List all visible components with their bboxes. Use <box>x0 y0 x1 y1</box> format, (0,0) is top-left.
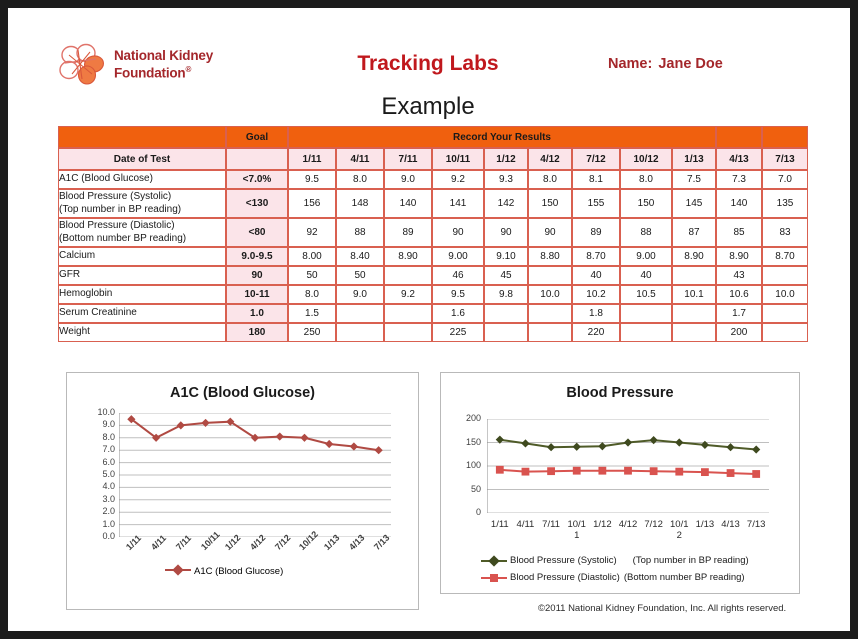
x-tick-4-11: 4/11 <box>516 519 535 530</box>
cell-r2-c0[interactable]: 92 <box>288 218 336 247</box>
row-label-6: Serum Creatinine <box>58 304 226 323</box>
cell-r6-c3[interactable]: 1.6 <box>432 304 484 323</box>
date-row-goal-blank <box>226 148 288 170</box>
date-header-1-12: 1/12 <box>484 148 528 170</box>
legend-swatch-diastolic <box>481 573 507 583</box>
date-header-10-11: 10/11 <box>432 148 484 170</box>
cell-r3-c7[interactable]: 9.00 <box>620 247 672 266</box>
cell-r7-c1[interactable] <box>336 323 384 342</box>
y-tick-8.0: 8.0 <box>102 431 115 442</box>
header-cell-blank-right <box>762 126 808 148</box>
cell-r1-c6[interactable]: 155 <box>572 189 620 218</box>
row-label-7: Weight <box>58 323 226 342</box>
x-tick-7-13: 7/13 <box>371 532 392 553</box>
y-tick-0: 0 <box>475 507 481 517</box>
nkf-kidney-cluster-logo-icon <box>58 43 106 87</box>
x-tick-10-12: 10/1 2 <box>670 519 689 541</box>
y-tick-10.0: 10.0 <box>97 407 115 417</box>
date-header-1-11: 1/11 <box>288 148 336 170</box>
cell-r7-c2[interactable] <box>384 323 432 342</box>
cell-r3-c3[interactable]: 9.00 <box>432 247 484 266</box>
cell-r4-c4[interactable]: 45 <box>484 266 528 285</box>
row-label-4: GFR <box>58 266 226 285</box>
cell-r7-c6[interactable]: 220 <box>572 323 620 342</box>
legend-label-a1c: A1C (Blood Glucose) <box>194 566 284 577</box>
cell-r4-c2[interactable] <box>384 266 432 285</box>
cell-r6-c7[interactable] <box>620 304 672 323</box>
cell-r2-c5[interactable]: 90 <box>528 218 572 247</box>
x-tick-1-11: 1/11 <box>124 532 144 553</box>
cell-r4-c1[interactable]: 50 <box>336 266 384 285</box>
x-tick-1-13: 1/13 <box>695 519 715 530</box>
table-row <box>58 218 808 247</box>
cell-r6-c0[interactable]: 1.5 <box>288 304 336 323</box>
cell-r3-c5[interactable]: 8.80 <box>528 247 572 266</box>
cell-r4-c6[interactable]: 40 <box>572 266 620 285</box>
row-goal-0: <7.0% <box>226 170 288 189</box>
legend-label-systolic: Blood Pressure (Systolic) <box>510 555 617 566</box>
cell-r3-c9[interactable]: 8.90 <box>716 247 762 266</box>
copyright-notice: ©2011 National Kidney Foundation, Inc. All rights reserved. <box>538 603 787 614</box>
name-value: Jane Doe <box>658 56 723 72</box>
x-tick-4-12: 4/12 <box>248 532 268 553</box>
y-tick-50: 50 <box>470 483 481 494</box>
cell-r3-c2[interactable]: 8.90 <box>384 247 432 266</box>
cell-r7-c3[interactable]: 225 <box>432 323 484 342</box>
cell-r6-c9[interactable]: 1.7 <box>716 304 762 323</box>
x-tick-7-11: 7/11 <box>173 532 193 553</box>
y-tick-150: 150 <box>465 436 481 447</box>
chart-bp-plot-area <box>487 419 769 513</box>
cell-r0-c6[interactable]: 8.1 <box>572 170 620 189</box>
logo-line-2: Foundation <box>114 65 186 81</box>
cell-r1-c8[interactable]: 145 <box>672 189 716 218</box>
cell-r4-c5[interactable] <box>528 266 572 285</box>
cell-r4-c0[interactable]: 50 <box>288 266 336 285</box>
cell-r2-c6[interactable]: 89 <box>572 218 620 247</box>
cell-r1-c1[interactable]: 148 <box>336 189 384 218</box>
header-cell-blank-right <box>716 126 762 148</box>
y-tick-6.0: 6.0 <box>102 456 115 467</box>
y-tick-9.0: 9.0 <box>102 419 115 430</box>
cell-r0-c2[interactable]: 9.0 <box>384 170 432 189</box>
chart-a1c-blood-glucose <box>66 372 419 610</box>
cell-r5-c3[interactable]: 9.5 <box>432 285 484 304</box>
registered-mark: ® <box>185 65 192 75</box>
cell-r2-c8[interactable]: 87 <box>672 218 716 247</box>
logo-line-1: National Kidney <box>114 47 214 63</box>
x-tick-4-11: 4/11 <box>149 532 169 553</box>
date-header-7-13: 7/13 <box>762 148 808 170</box>
y-tick-7.0: 7.0 <box>102 444 115 455</box>
table-row <box>58 304 808 323</box>
y-tick-2.0: 2.0 <box>102 506 115 517</box>
tracking-labs-table <box>58 126 808 342</box>
header-cell-goal: Goal <box>226 126 288 148</box>
cell-r7-c5[interactable] <box>528 323 572 342</box>
x-tick-10-11: 10/1 1 <box>567 519 586 541</box>
row-label-1: Blood Pressure (Systolic) (Top number in BP reading) <box>58 189 226 218</box>
header-cell-blank-left <box>58 126 226 148</box>
cell-r1-c7[interactable]: 150 <box>620 189 672 218</box>
date-header-7-12: 7/12 <box>572 148 620 170</box>
cell-r5-c1[interactable]: 9.0 <box>336 285 384 304</box>
cell-r3-c8[interactable]: 8.90 <box>672 247 716 266</box>
page-header <box>8 8 850 130</box>
page-title: Tracking Labs <box>357 52 499 75</box>
date-header-4-12: 4/12 <box>528 148 572 170</box>
cell-r7-c4[interactable] <box>484 323 528 342</box>
cell-r3-c1[interactable]: 8.40 <box>336 247 384 266</box>
cell-r1-c0[interactable]: 156 <box>288 189 336 218</box>
legend-row-diastolic <box>481 572 745 583</box>
date-of-test-label: Date of Test <box>58 148 226 170</box>
cell-r2-c10[interactable]: 83 <box>762 218 808 247</box>
table-row <box>58 247 808 266</box>
cell-r6-c1[interactable] <box>336 304 384 323</box>
cell-r0-c0[interactable]: 9.5 <box>288 170 336 189</box>
y-tick-4.0: 4.0 <box>102 481 115 492</box>
date-header-4-13: 4/13 <box>716 148 762 170</box>
cell-r2-c1[interactable]: 88 <box>336 218 384 247</box>
cell-r1-c2[interactable]: 140 <box>384 189 432 218</box>
row-goal-4: 90 <box>226 266 288 285</box>
chart-a1c-plot-area <box>119 413 391 537</box>
cell-r5-c9[interactable]: 10.6 <box>716 285 762 304</box>
cell-r5-c4[interactable]: 9.8 <box>484 285 528 304</box>
date-header-10-12: 10/12 <box>620 148 672 170</box>
y-tick-0.0: 0.0 <box>102 531 115 541</box>
cell-r5-c7[interactable]: 10.5 <box>620 285 672 304</box>
x-tick-1-13: 1/13 <box>322 532 342 553</box>
cell-r2-c3[interactable]: 90 <box>432 218 484 247</box>
cell-r6-c6[interactable]: 1.8 <box>572 304 620 323</box>
cell-r0-c7[interactable]: 8.0 <box>620 170 672 189</box>
cell-r5-c6[interactable]: 10.2 <box>572 285 620 304</box>
cell-r4-c8[interactable] <box>672 266 716 285</box>
cell-r6-c10[interactable] <box>762 304 808 323</box>
chart-a1c-legend <box>165 565 315 578</box>
cell-r0-c8[interactable]: 7.5 <box>672 170 716 189</box>
row-label-3: Calcium <box>58 247 226 266</box>
cell-r7-c0[interactable]: 250 <box>288 323 336 342</box>
cell-r6-c4[interactable] <box>484 304 528 323</box>
name-label: Name: <box>608 56 653 72</box>
x-tick-7-11: 7/11 <box>542 519 560 530</box>
cell-r6-c2[interactable] <box>384 304 432 323</box>
cell-r6-c5[interactable] <box>528 304 572 323</box>
cell-r1-c5[interactable]: 150 <box>528 189 572 218</box>
row-label-2: Blood Pressure (Diastolic) (Bottom number BP reading) <box>58 218 226 247</box>
cell-r5-c10[interactable]: 10.0 <box>762 285 808 304</box>
x-tick-4-12: 4/12 <box>618 519 638 530</box>
x-tick-10-12: 10/12 <box>297 529 321 553</box>
legend-swatch-systolic <box>481 556 507 566</box>
cell-r4-c7[interactable]: 40 <box>620 266 672 285</box>
y-tick-100: 100 <box>465 460 481 470</box>
cell-r1-c9[interactable]: 140 <box>716 189 762 218</box>
chart-bp-title: Blood Pressure <box>566 385 674 401</box>
cell-r0-c1[interactable]: 8.0 <box>336 170 384 189</box>
chart-a1c-title: A1C (Blood Glucose) <box>169 385 315 401</box>
x-tick-4-13: 4/13 <box>346 532 367 553</box>
x-tick-4-13: 4/13 <box>721 519 740 530</box>
cell-r7-c10[interactable] <box>762 323 808 342</box>
cell-r5-c8[interactable]: 10.1 <box>672 285 716 304</box>
nkf-logo <box>58 42 243 88</box>
cell-r0-c10[interactable]: 7.0 <box>762 170 808 189</box>
row-goal-1: <130 <box>226 189 288 218</box>
cell-r4-c9[interactable]: 43 <box>716 266 762 285</box>
y-tick-200: 200 <box>465 413 481 423</box>
chart-blood-pressure <box>440 372 800 594</box>
y-tick-5.0: 5.0 <box>102 469 115 479</box>
row-goal-7: 180 <box>226 323 288 342</box>
cell-r3-c6[interactable]: 8.70 <box>572 247 620 266</box>
legend-label-diastolic: Blood Pressure (Diastolic) <box>510 572 620 583</box>
cell-r5-c0[interactable]: 8.0 <box>288 285 336 304</box>
table-header-row-top <box>58 126 808 148</box>
x-tick-10-11: 10/11 <box>198 529 222 553</box>
table-row <box>58 266 808 285</box>
row-label-5: Hemoglobin <box>58 285 226 304</box>
row-label-0: A1C (Blood Glucose) <box>58 170 226 189</box>
y-tick-3.0: 3.0 <box>102 493 115 504</box>
cell-r5-c5[interactable]: 10.0 <box>528 285 572 304</box>
page-subtitle: Example <box>381 93 475 120</box>
cell-r0-c5[interactable]: 8.0 <box>528 170 572 189</box>
cell-r7-c8[interactable] <box>672 323 716 342</box>
cell-r1-c3[interactable]: 141 <box>432 189 484 218</box>
x-tick-7-13: 7/13 <box>746 519 766 530</box>
row-goal-2: <80 <box>226 218 288 247</box>
cell-r5-c2[interactable]: 9.2 <box>384 285 432 304</box>
x-tick-1-12: 1/12 <box>223 532 243 553</box>
table-header-row-dates <box>58 148 808 170</box>
cell-r3-c0[interactable]: 8.00 <box>288 247 336 266</box>
x-tick-1-11: 1/11 <box>490 519 509 530</box>
cell-r4-c3[interactable]: 46 <box>432 266 484 285</box>
table-row <box>58 323 808 342</box>
cell-r4-c10[interactable] <box>762 266 808 285</box>
date-header-1-13: 1/13 <box>672 148 716 170</box>
patient-name-block <box>608 56 723 72</box>
legend-swatch-a1c <box>165 565 191 575</box>
table-row <box>58 170 808 189</box>
table-row <box>58 285 808 304</box>
document-page <box>8 8 850 631</box>
cell-r3-c4[interactable]: 9.10 <box>484 247 528 266</box>
row-goal-5: 10-11 <box>226 285 288 304</box>
date-header-7-11: 7/11 <box>384 148 432 170</box>
legend-row-systolic <box>481 555 749 566</box>
row-goal-6: 1.0 <box>226 304 288 323</box>
cell-r1-c4[interactable]: 142 <box>484 189 528 218</box>
cell-r7-c7[interactable] <box>620 323 672 342</box>
cell-r6-c8[interactable] <box>672 304 716 323</box>
header-cell-record-your-results: Record Your Results <box>288 126 716 148</box>
x-tick-7-12: 7/12 <box>272 532 293 553</box>
cell-r1-c10[interactable]: 135 <box>762 189 808 218</box>
row-goal-3: 9.0-9.5 <box>226 247 288 266</box>
cell-r2-c2[interactable]: 89 <box>384 218 432 247</box>
table-row <box>58 189 808 218</box>
cell-r2-c9[interactable]: 85 <box>716 218 762 247</box>
cell-r3-c10[interactable]: 8.70 <box>762 247 808 266</box>
cell-r0-c4[interactable]: 9.3 <box>484 170 528 189</box>
cell-r2-c7[interactable]: 88 <box>620 218 672 247</box>
x-tick-7-12: 7/12 <box>644 519 663 530</box>
legend-note-diastolic: (Bottom number BP reading) <box>623 572 745 583</box>
legend-note-systolic: (Top number in BP reading) <box>632 555 749 566</box>
y-tick-1.0: 1.0 <box>102 518 115 529</box>
cell-r7-c9[interactable]: 200 <box>716 323 762 342</box>
cell-r0-c3[interactable]: 9.2 <box>432 170 484 189</box>
nkf-logo-text <box>114 49 213 82</box>
date-header-4-11: 4/11 <box>336 148 384 170</box>
x-tick-1-12: 1/12 <box>593 519 612 530</box>
cell-r2-c4[interactable]: 90 <box>484 218 528 247</box>
cell-r0-c9[interactable]: 7.3 <box>716 170 762 189</box>
